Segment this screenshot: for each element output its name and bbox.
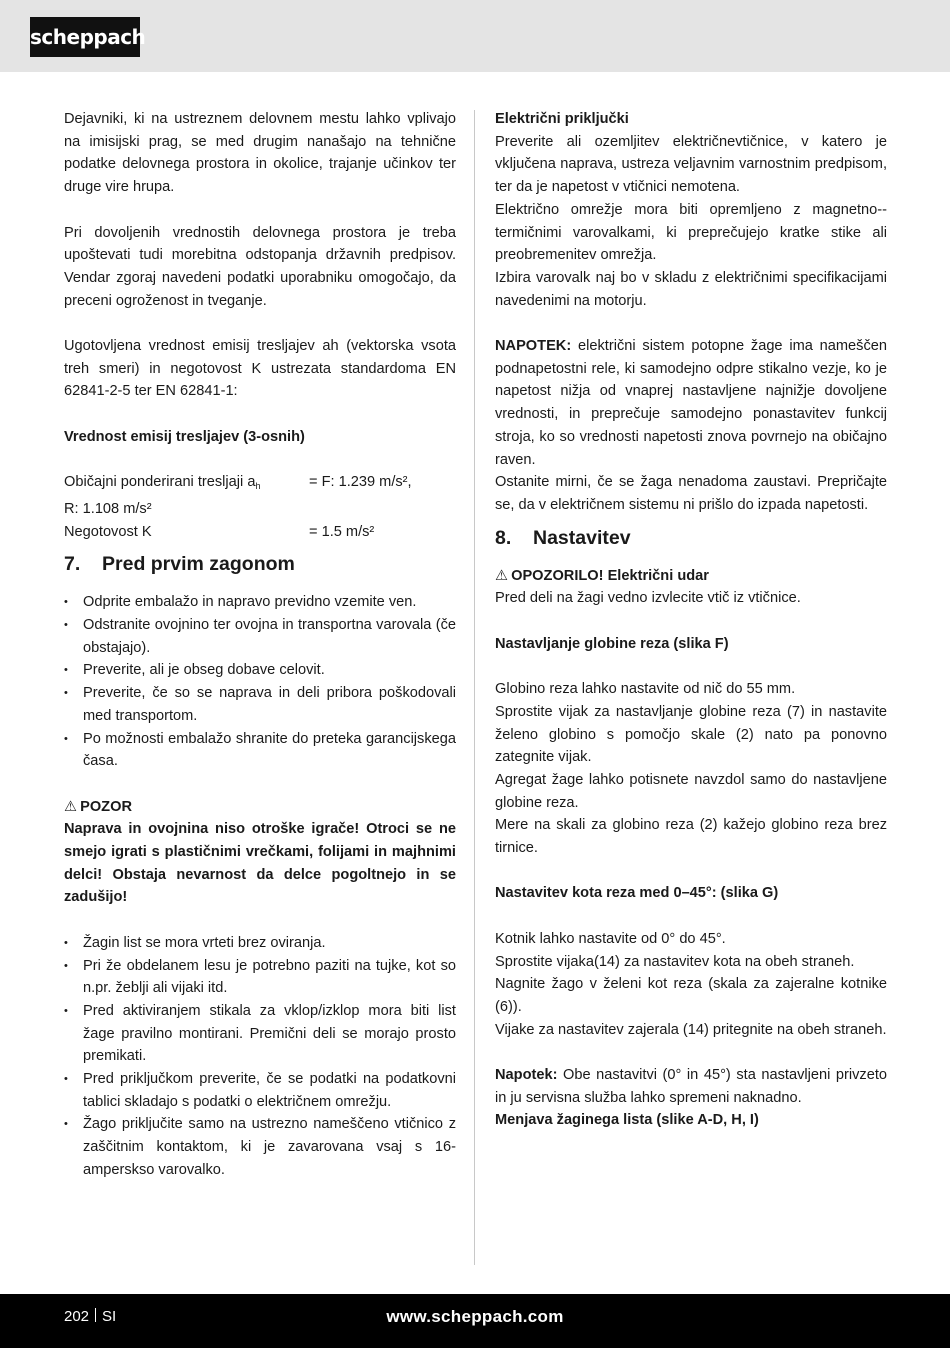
uncertainty-value: = 1.5 m/s² [309, 523, 375, 540]
opozorilo-text: Pred deli na žagi vedno izvlecite vtič iz vtičnice. [495, 590, 801, 607]
list-item: • Žagin list se mora vrteti brez oviranja. [64, 932, 456, 955]
paragraph-limits: Pri dovoljenih vrednostih delovnega prostora je treba upoštevati tudi morebitna odstopanja državnih predpisov. Vendar zgoraj navedeni podatki uporabniku omogočajo, da preceni ogroženost in tveganje. [64, 224, 456, 309]
electrical-paragraph-3: Izbira varovalk naj bo v skladu z električnimi specifikacijami navedenimi na motorju. [495, 269, 887, 309]
electrical-paragraph-2: Električno omrežje mora biti opremljeno z magnetno--termičnimi varovalkami, ki preprečujejo kratke stike ali preobremenitev omrežja. [495, 201, 887, 264]
napotek-label: NAPOTEK: [495, 338, 572, 355]
section-8-heading: 8. Nastavitev [495, 526, 631, 549]
depth-paragraph-3: Agregat žage lahko potisnete navzdol samo do nastavljene globine reza. [495, 771, 887, 811]
angle-heading: Nastavitev kota reza med 0–45°: (slika G) [495, 885, 779, 902]
vibration-label: Običajni ponderirani tresljaji a [64, 474, 256, 491]
section-7-heading: 7. Pred prvim zagonom [64, 553, 295, 576]
opozorilo-heading: ⚠ OPOZORILO! Električni udar [495, 565, 887, 588]
napotek-text: električni sistem potopne žage ima nameščen podnapetostni rele, ki samodejno odpre stikalno vezje, ko je napetost nižja od vnaprej nastavljene najnižje dovoljene vrednosti, in preprečuje samodejno ponastavitev funkcij stroja, ko so vrednosti napetosti znova povrnejo na običajno raven. [495, 338, 887, 468]
list-item: • Po možnosti embalažo shranite do preteka garancijskega časa. [64, 728, 456, 773]
angle-paragraph-2: Sprostite vijaka(14) za nastavitev kota na obeh straneh. [495, 953, 855, 970]
depth-paragraph-2: Sprostite vijak za nastavljanje globine reza (7) in nastavite želeno globino s pomočjo skale (2) nato pa ponovno zategnite vijak. [495, 703, 887, 766]
header-bar [0, 0, 950, 72]
napotek2-paragraph [495, 1064, 887, 1109]
depth-paragraph-1: Globino reza lahko nastavite od nič do 55 mm. [495, 681, 796, 698]
pozor-text: Naprava in ovojnina niso otroške igrače! Otroci se ne smejo igrati s plastičnimi vrečkami, folijami in majhnimi delci! Obstaja nevarnost da delce pogoltnejo in se zadušijo! [64, 821, 456, 906]
uncertainty-label: Negotovost K [64, 523, 152, 540]
column-divider [474, 110, 475, 1265]
page-number: 202 SI [64, 1308, 117, 1325]
pozor-heading: ⚠ POZOR [64, 796, 456, 819]
electrical-heading: Električni priključki [495, 111, 629, 127]
angle-paragraph-1: Kotnik lahko nastavite od 0° do 45°. [495, 930, 726, 947]
warning-triangle-icon: ⚠ [64, 798, 78, 815]
napotek2-text: Obe nastavitvi (0° in 45°) sta nastavljeni privzeto in ju servisna služba lahko spremeni naknadno. [495, 1067, 887, 1106]
vibration-subscript: h [255, 481, 261, 492]
blade-heading: Menjava žaginega lista (slike A-D, H, I) [495, 1112, 759, 1129]
uncertainty-row [64, 521, 456, 544]
vibration-value: = F: 1.239 m/s², [309, 474, 412, 491]
unpacking-list [64, 591, 456, 773]
list-item: • Pri že obdelanem lesu je potrebno paziti na tujke, kot so n.pr. žeblji ali vijaki itd. [64, 955, 456, 1000]
angle-paragraph-4: Vijake za nastavitev zajerala (14) pritegnite na obeh straneh. [495, 1021, 887, 1038]
vibration-heading: Vrednost emisij tresljajev (3-osnih) [64, 428, 305, 445]
paragraph-factors: Dejavniki, ki na ustreznem delovnem mestu lahko vplivajo na imisijski prag, se med drugim nanašajo na tehnične podatke delovnega prostora in okolice, trajanje učinkov ter druge vire hrupa. [64, 111, 456, 196]
left-column [64, 108, 456, 1182]
list-item: • Pred aktiviranjem stikala za vklop/izklop mora biti list žage pravilno montirani. Premični deli se morajo prosto premikati. [64, 1000, 456, 1068]
ostanite-paragraph: Ostanite mirni, če se žaga nenadoma zaustavi. Prepričajte se, da v električnem sistemu ni prišlo do izpada napetosti. [495, 474, 887, 513]
vibration-row [64, 471, 456, 498]
napotek-paragraph [495, 335, 887, 471]
safety-list [64, 932, 456, 1182]
scheppach-logo: scheppach [30, 17, 140, 57]
warning-triangle-icon: ⚠ [495, 567, 509, 584]
napotek2-label: Napotek: [495, 1067, 558, 1084]
paragraph-vibration-standard: Ugotovljena vrednost emisij tresljajev ah (vektorska vsota treh smeri) in negotovost K ustrezata standardoma EN 62841-2-5 ter EN 62841-1: [64, 338, 456, 400]
footer-bar [0, 1294, 950, 1348]
right-column [495, 108, 887, 1132]
list-item: • Odstranite ovojnino ter ovojna in transportna varovala (če obstajajo). [64, 614, 456, 659]
depth-heading: Nastavljanje globine reza (slika F) [495, 635, 729, 652]
list-item: • Pred priključkom preverite, če se podatki na podatkovni tablici skladajo s podatki o električnem omrežju. [64, 1068, 456, 1113]
list-item: • Preverite, če so se naprava in deli pribora poškodovali med transportom. [64, 682, 456, 727]
depth-paragraph-4: Mere na skali za globino reza (2) kažejo globino reza brez tirnice. [495, 817, 887, 857]
list-item: • Odprite embalažo in napravo previdno vzemite ven. [64, 591, 456, 614]
electrical-paragraph-1: Preverite ali ozemljitev električnevtičnice, v katero je vključena naprava, ustreza veljavnim varnostnim predpisom, ter da je napetost v vtičnici nemotena. [495, 133, 887, 196]
list-item: • Preverite, ali je obseg dobave celovit. [64, 659, 456, 682]
angle-paragraph-3: Nagnite žago v želeni kot reza (skala za zajeralne kotnike (6)). [495, 976, 887, 1015]
list-item: • Žago priključite samo na ustrezno nameščeno vtičnico z zaščitnim kontaktom, ki je zavarovana vsaj s 16-amperskso varovalko. [64, 1113, 456, 1181]
vibration-r-value: R: 1.108 m/s² [64, 500, 152, 517]
website-link[interactable]: www.scheppach.com [386, 1307, 564, 1326]
